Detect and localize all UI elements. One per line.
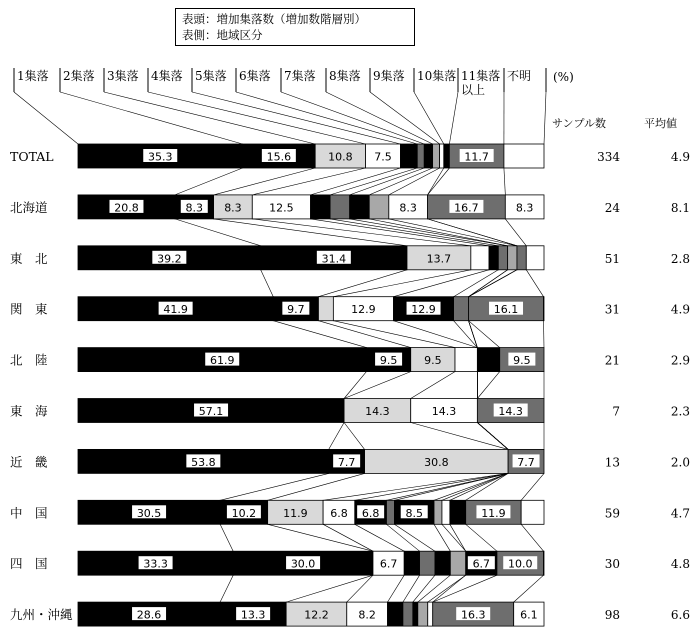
row-label: 四 国 xyxy=(10,556,48,572)
value-label: 16.7 xyxy=(454,201,479,215)
row-label: 九州・沖縄 xyxy=(10,607,73,623)
sample-size-value: 31 xyxy=(604,302,620,317)
bar-segment xyxy=(435,551,450,575)
category-label: 4集落 xyxy=(151,69,183,83)
value-label: 10.2 xyxy=(231,506,257,520)
bar-segment xyxy=(350,195,370,219)
value-label: 39.2 xyxy=(157,252,182,266)
bar-segment xyxy=(386,500,394,524)
value-label: 28.6 xyxy=(136,608,162,622)
connector-line xyxy=(442,524,466,551)
bar-segment xyxy=(403,602,413,626)
bar-segment xyxy=(526,246,544,270)
connector-line xyxy=(344,423,365,450)
value-label: 15.6 xyxy=(266,150,292,164)
row-label: TOTAL xyxy=(10,149,54,164)
average-value: 4.9 xyxy=(670,150,690,164)
bar-segment xyxy=(330,195,350,219)
bar-segment xyxy=(369,195,389,219)
bar-segment xyxy=(428,602,433,626)
value-label: 12.9 xyxy=(351,303,376,317)
connector-line xyxy=(350,219,508,246)
connector-line xyxy=(355,473,508,500)
average-value: 4.8 xyxy=(670,557,690,572)
connector-line xyxy=(450,524,466,551)
category-label: 11集落 xyxy=(461,69,501,83)
connector-line xyxy=(252,168,365,195)
row-label: 北海道 xyxy=(10,199,48,215)
bar-segment xyxy=(440,144,444,168)
value-label: 11.9 xyxy=(283,506,308,520)
bar-segment xyxy=(477,348,499,372)
connector-line xyxy=(220,575,233,602)
value-label: 53.8 xyxy=(191,455,216,469)
average-value: 4.9 xyxy=(670,302,690,317)
value-label: 30.8 xyxy=(424,455,449,469)
sample-size-value: 24 xyxy=(604,200,620,215)
connector-line xyxy=(411,372,455,399)
bar-segment xyxy=(318,297,333,321)
connector-line xyxy=(214,219,407,246)
value-label: 9.5 xyxy=(379,354,398,368)
category-label: 7集落 xyxy=(284,69,316,83)
average-value: 2.3 xyxy=(670,404,690,419)
connector-line xyxy=(388,575,405,602)
bar-segment xyxy=(424,144,432,168)
bar-segment xyxy=(400,144,417,168)
connector-line xyxy=(418,575,451,602)
row-label: 関 東 xyxy=(10,301,48,317)
sample-size-value: 21 xyxy=(604,353,620,368)
connector-line xyxy=(434,524,450,551)
row-label: 東 海 xyxy=(10,403,48,419)
category-label: 5集落 xyxy=(195,69,227,83)
connector-line xyxy=(330,168,417,195)
value-label: 7.7 xyxy=(337,455,356,469)
bar-segment xyxy=(450,551,465,575)
connector-line xyxy=(281,92,424,144)
connector-line xyxy=(505,219,526,246)
sample-size-value: 98 xyxy=(604,608,620,623)
connector-line xyxy=(214,168,316,195)
category-label: 不明 xyxy=(507,69,532,83)
bar-segment xyxy=(454,297,469,321)
average-header: 平均値 xyxy=(644,117,677,130)
value-label: 13.3 xyxy=(240,608,266,622)
connector-line xyxy=(326,92,433,144)
bar-segment xyxy=(388,602,403,626)
value-label: 6.8 xyxy=(330,506,348,520)
value-label: 11.9 xyxy=(481,506,506,520)
value-label: 31.4 xyxy=(321,252,347,266)
connector-line xyxy=(433,575,497,602)
category-label: 2集落 xyxy=(63,69,95,83)
value-label: 9.5 xyxy=(513,354,531,368)
value-label: 8.3 xyxy=(399,201,417,215)
connector-line xyxy=(175,168,243,195)
bar-segment xyxy=(418,602,428,626)
value-label: 6.7 xyxy=(379,557,398,571)
value-label: 30.5 xyxy=(136,506,162,520)
connector-line xyxy=(344,372,411,399)
connector-line xyxy=(521,473,544,500)
value-label: 61.9 xyxy=(209,354,235,368)
row-label: 北 陸 xyxy=(10,352,48,368)
category-label: 9集落 xyxy=(373,69,405,83)
connector-line xyxy=(311,219,489,246)
connector-line xyxy=(434,473,508,500)
bar-segment xyxy=(498,246,507,270)
bar-segment xyxy=(433,144,440,168)
connector-line xyxy=(411,423,508,450)
value-label: 12.9 xyxy=(411,303,436,317)
percent-unit-label: (%) xyxy=(553,70,574,84)
value-label: 7.5 xyxy=(374,150,392,164)
bar-segment xyxy=(517,246,526,270)
value-label: 9.7 xyxy=(287,303,305,317)
connector-line xyxy=(466,473,508,500)
category-label: 1集落 xyxy=(17,69,49,83)
connector-line xyxy=(477,372,499,399)
row-label: 東 北 xyxy=(10,250,48,266)
average-value: 2.8 xyxy=(670,251,690,266)
row-label: 近 畿 xyxy=(10,454,48,470)
legend-line-header: 表頭：増加集落数（増加数階層別） xyxy=(182,12,366,26)
connector-line xyxy=(433,575,466,602)
value-label: 57.1 xyxy=(198,405,224,418)
bar-segment xyxy=(404,551,419,575)
connector-line xyxy=(318,321,410,348)
category-label: 8集落 xyxy=(329,69,361,83)
bar-segment xyxy=(434,500,442,524)
connector-line xyxy=(261,270,274,297)
connector-line xyxy=(318,270,407,297)
connector-line xyxy=(428,168,450,195)
value-label: 8.5 xyxy=(405,506,423,520)
connector-line xyxy=(428,575,466,602)
sample-size-value: 30 xyxy=(604,557,620,572)
category-label: 10集落 xyxy=(417,69,457,83)
connector-line xyxy=(333,270,470,297)
value-label: 13.7 xyxy=(426,252,452,266)
value-label: 33.3 xyxy=(143,557,168,571)
value-label: 6.8 xyxy=(361,506,380,520)
connector-line xyxy=(521,524,543,551)
value-label: 8.3 xyxy=(224,201,242,215)
connector-line xyxy=(323,524,373,551)
connector-line xyxy=(60,92,242,144)
average-value: 8.1 xyxy=(670,200,690,215)
bar-segment xyxy=(417,144,424,168)
value-label: 16.3 xyxy=(460,608,486,622)
bar-segment xyxy=(442,500,450,524)
bar-segment xyxy=(444,144,450,168)
value-label: 11.7 xyxy=(464,150,489,164)
connector-line xyxy=(389,168,440,195)
value-label: 10.8 xyxy=(328,150,353,164)
bar-segment xyxy=(450,500,466,524)
connector-line xyxy=(413,575,435,602)
sample-size-value: 59 xyxy=(604,506,620,521)
connector-line xyxy=(389,219,517,246)
connector-line xyxy=(403,575,420,602)
bar-segment xyxy=(471,246,489,270)
value-label: 10.0 xyxy=(507,557,533,571)
average-value: 6.6 xyxy=(670,608,690,623)
value-label: 12.2 xyxy=(304,608,329,622)
value-label: 12.5 xyxy=(269,201,294,215)
value-label: 14.3 xyxy=(498,405,523,418)
connector-line xyxy=(192,92,400,144)
connector-line xyxy=(449,92,458,144)
average-value: 2.9 xyxy=(670,353,690,368)
bar-segment xyxy=(489,246,498,270)
average-value: 2.0 xyxy=(670,455,690,470)
bar-segment xyxy=(420,551,435,575)
connector-line xyxy=(526,270,543,297)
value-label: 20.8 xyxy=(114,201,139,215)
value-label: 8.3 xyxy=(515,201,534,215)
connector-line xyxy=(466,524,497,551)
bar-segment xyxy=(413,602,418,626)
sample-size-header: サンプル数 xyxy=(552,117,607,130)
row-label: 中 国 xyxy=(10,505,48,521)
value-label: 16.1 xyxy=(493,303,519,317)
value-label: 6.1 xyxy=(520,608,538,622)
sample-size-value: 51 xyxy=(604,251,620,266)
connector-line xyxy=(14,92,78,144)
connector-line xyxy=(369,168,432,195)
connector-line xyxy=(514,575,544,602)
sample-size-value: 7 xyxy=(612,404,620,419)
bar-segment xyxy=(455,348,477,372)
sample-size-value: 334 xyxy=(597,150,620,164)
category-label: 3集落 xyxy=(107,69,139,83)
bar-segment xyxy=(508,246,517,270)
value-label: 8.2 xyxy=(358,608,376,622)
connector-line xyxy=(220,473,329,500)
sample-size-value: 13 xyxy=(604,455,620,470)
value-label: 6.7 xyxy=(472,557,491,571)
value-label: 35.3 xyxy=(147,150,173,164)
value-label: 14.3 xyxy=(431,405,457,418)
connector-line xyxy=(104,92,315,144)
connector-line xyxy=(544,92,546,144)
connector-line xyxy=(428,168,444,195)
legend-line-side: 表側：地域区分 xyxy=(182,28,263,42)
bar-segment xyxy=(311,195,331,219)
connector-line xyxy=(268,524,373,551)
connector-line xyxy=(344,372,366,399)
connector-line xyxy=(175,219,261,246)
bar-segment xyxy=(504,144,544,168)
category-label: 以上 xyxy=(461,83,486,97)
connector-line xyxy=(220,524,233,551)
average-value: 4.7 xyxy=(670,506,690,521)
connector-line xyxy=(148,92,366,144)
value-label: 9.5 xyxy=(424,354,442,368)
category-label: 6集落 xyxy=(239,69,271,83)
connector-line xyxy=(355,524,404,551)
connector-line xyxy=(329,423,344,450)
bar-segment xyxy=(521,500,544,524)
value-label: 41.9 xyxy=(163,303,188,317)
value-label: 14.3 xyxy=(365,405,390,418)
connector-line xyxy=(504,168,505,195)
connector-line xyxy=(236,92,417,144)
value-label: 7.7 xyxy=(517,455,535,469)
value-label: 30.0 xyxy=(290,557,316,571)
value-label: 8.3 xyxy=(185,201,204,215)
